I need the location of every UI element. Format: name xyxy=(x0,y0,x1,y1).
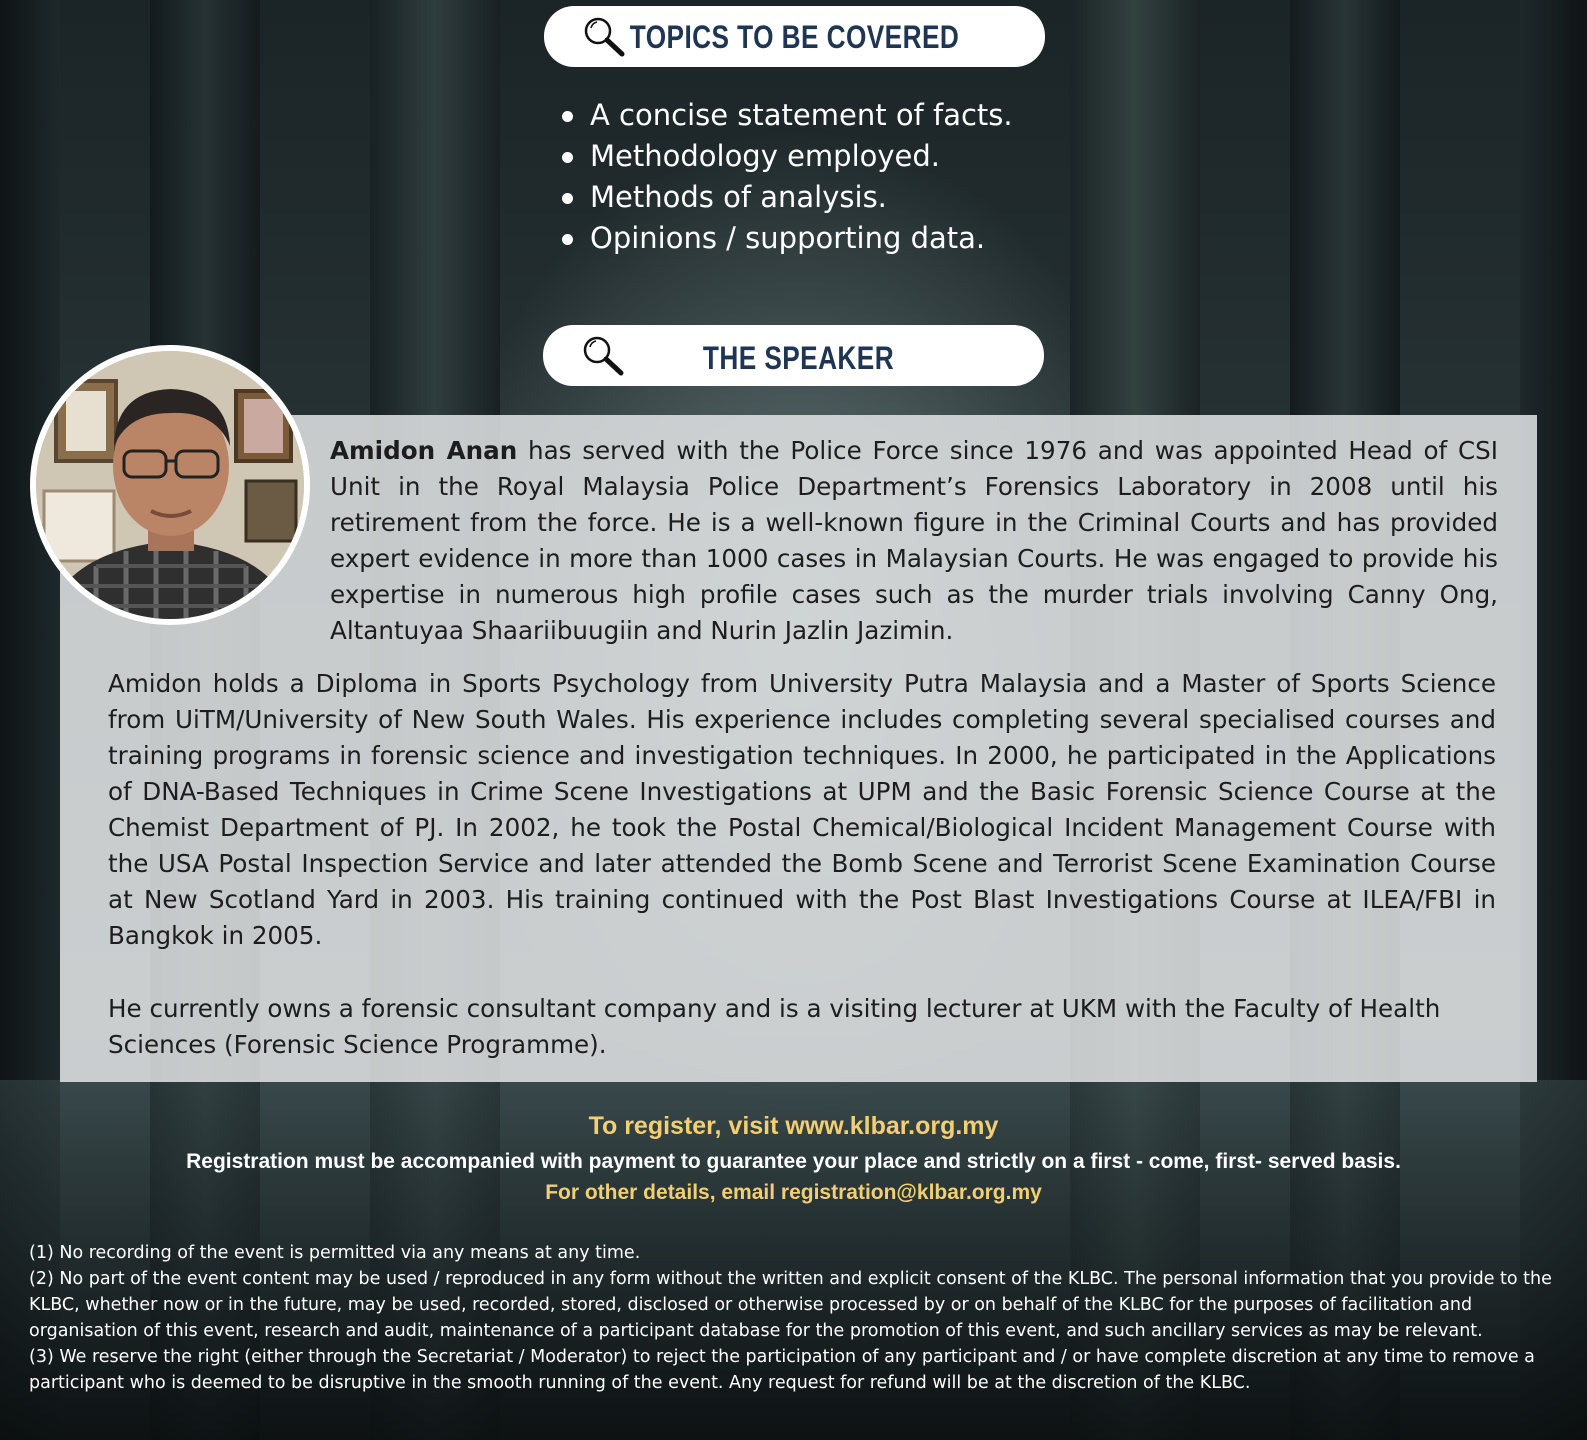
topic-item: A concise statement of facts. xyxy=(560,95,1013,136)
speaker-bio-intro-text: has served with the Police Force since 1976 and was appointed Head of CSI Unit in the Royal Malaysia Police Department’s Forensics Laboratory in 2008 until his retirement from the force. He is a well-known figure in the Criminal Courts and has provided expert evidence in more than 1000 cases in Malaysian Courts. He was engaged to provide his expertise in numerous high profile cases such as the murder trials involving Canny Ong, Altantuyaa Shaariibuugiin and Nurin Jazlin Jazimin. xyxy=(330,436,1498,645)
terms-note: (2) No part of the event content may be used / reproduced in any form without the written and explicit consent of the KLBC. The personal information that you provide to the KLBC, whether now or in the future, may be used, recorded, stored, disclosed or otherwise processed by or on behalf of the KLBC for the purposes of facilitation and organisation of this event, research and audit, maintenance of a participant database for the promotion of this event, and such ancillary services as may be relevant. xyxy=(29,1269,1552,1341)
topic-item: Methods of analysis. xyxy=(560,177,1013,218)
speaker-heading-banner xyxy=(543,325,1044,386)
register-link-text[interactable]: To register, visit www.klbar.org.my xyxy=(588,1112,999,1140)
topics-heading: TOPICS TO BE COVERED xyxy=(629,19,960,55)
terms-note: (3) We reserve the right (either through the Secretariat / Moderator) to reject the participation of any participant and / or have complete discretion at any time to remove a participant who is deemed to be disruptive in the smooth running of the event. Any request for refund will be at the discretion of the KLBC. xyxy=(29,1347,1535,1393)
topics-list xyxy=(560,95,1013,259)
terms-note: (1) No recording of the event is permitted via any means at any time. xyxy=(29,1243,641,1263)
speaker-bio-education: Amidon holds a Diploma in Sports Psychology from University Putra Malaysia and a Master of Sports Science from UiTM/University of New South Wales. His experience includes completing several specialised courses and training programs in forensic science and investigation techniques. In 2000, he participated in the Applications of DNA-Based Techniques in Crime Scene Investigations at UPM and the Basic Forensic Science Course at the Chemist Department of PJ. In 2002, he took the Postal Chemical/Biological Incident Management Course with the USA Postal Inspection Service and later attended the Bomb Scene and Terrorist Scene Examination Course at New Scotland Yard in 2003. His training continued with the Post Blast Investigations Course at ILEA/FBI in Bangkok in 2005. xyxy=(108,669,1496,950)
topic-item: Opinions / supporting data. xyxy=(560,218,1013,259)
speaker-photo xyxy=(30,345,310,625)
speaker-bio-intro xyxy=(330,433,1498,649)
terms-notes xyxy=(29,1240,1559,1396)
speaker-bio-current: He currently owns a forensic consultant company and is a visiting lecturer at UKM with the Faculty of Health Sciences (Forensic Science Programme). xyxy=(108,994,1441,1059)
speaker-name: Amidon Anan xyxy=(330,436,518,465)
topics-heading-banner xyxy=(544,6,1045,67)
registration-email-text[interactable]: For other details, email registration@klbar.org.my xyxy=(545,1181,1042,1204)
speaker-heading: THE SPEAKER xyxy=(702,340,895,376)
registration-payment-note: Registration must be accompanied with payment to guarantee your place and strictly on a first - come, first- served basis. xyxy=(186,1150,1401,1173)
topic-item: Methodology employed. xyxy=(560,136,1013,177)
speaker-portrait xyxy=(36,351,304,619)
